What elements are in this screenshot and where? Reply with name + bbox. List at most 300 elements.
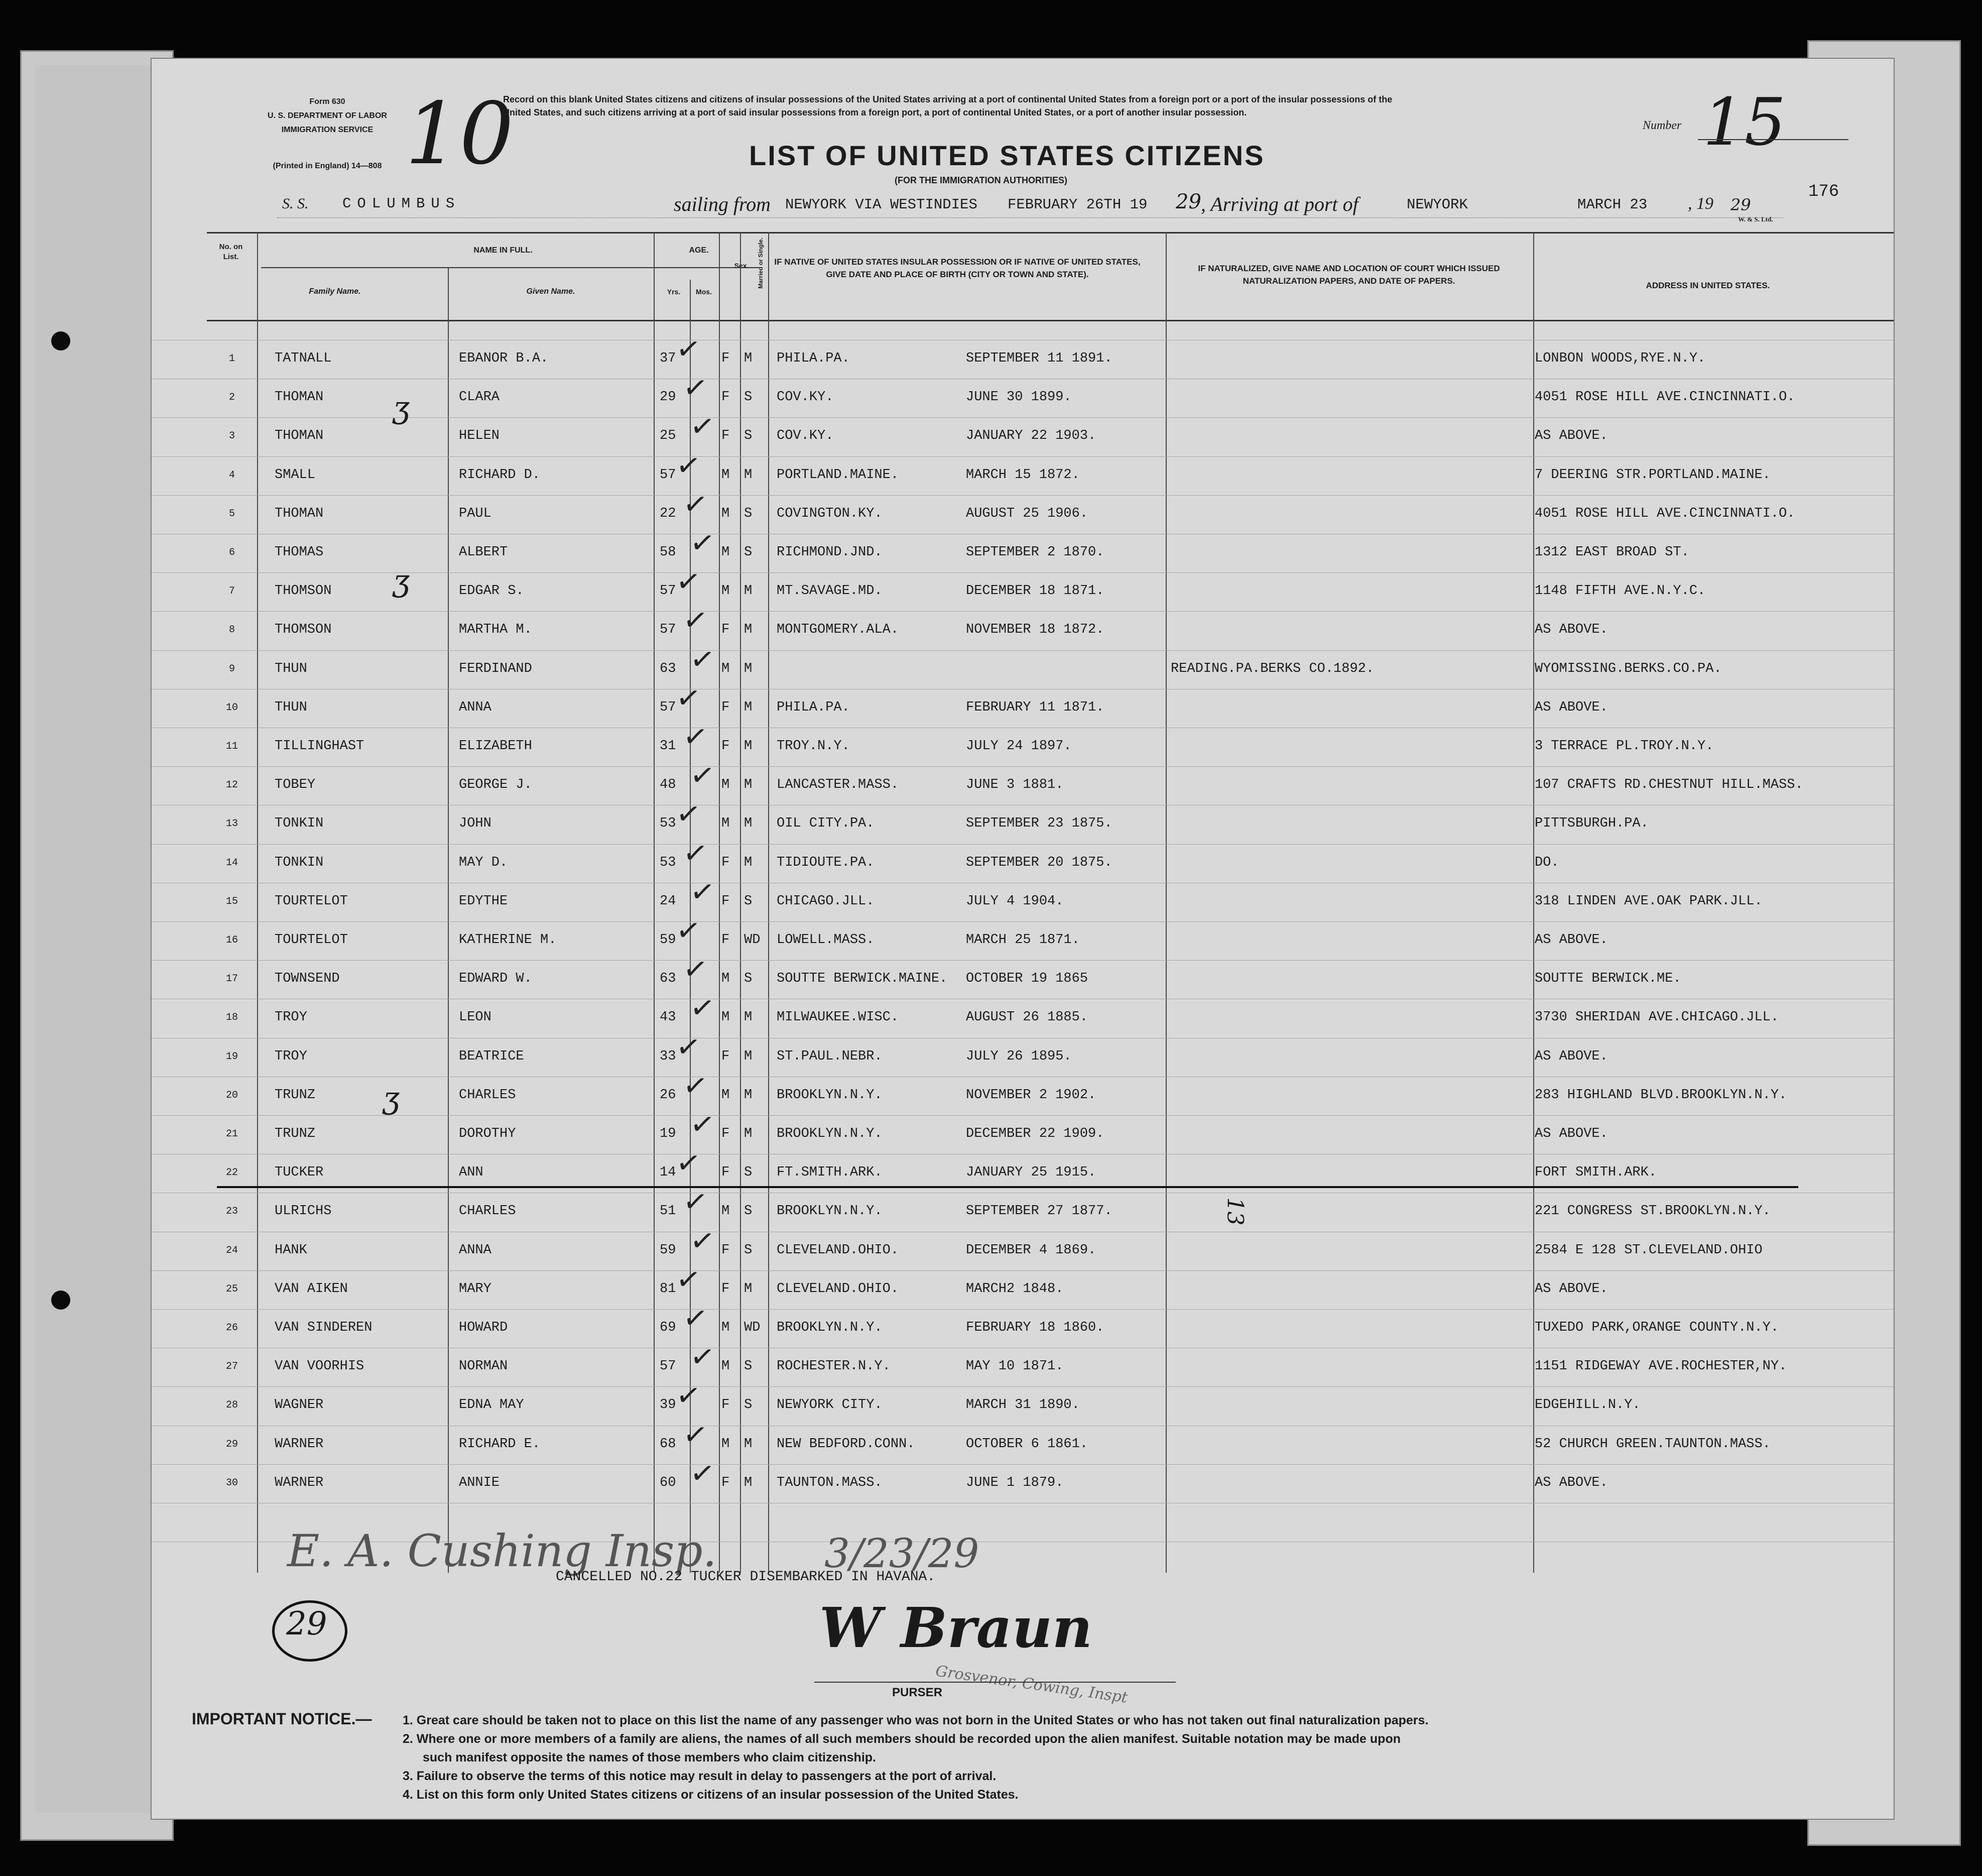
sex: F [721,855,730,870]
checkmark-icon: ✓ [681,951,710,988]
inspector-date: 3/23/29 [824,1530,979,1577]
row-22-strikethrough [217,1186,1798,1188]
birth-place: NEWYORK CITY. [777,1397,883,1413]
col-married-single: Married or Single. [757,238,764,289]
age: 53 [660,816,676,832]
birth-date: JANUARY 22 1903. [966,428,1096,444]
row-number: 8 [228,624,235,636]
sex: M [721,467,730,483]
birth-place: SOUTTE BERWICK.MAINE. [777,971,948,987]
ledger-line [152,1464,1894,1465]
important-notice-label: IMPORTANT NOTICE.— [192,1710,372,1728]
row-number: 22 [225,1167,238,1179]
birth-date: DECEMBER 4 1869. [966,1242,1096,1258]
birth-date: MARCH2 1848. [966,1281,1064,1297]
checkmark-icon: ✓ [681,602,710,639]
birth-date: JANUARY 25 1915. [966,1165,1096,1181]
age: 31 [660,739,676,754]
important-notice-item-1: 1. Great care should be taken not to place on this list the name of any passenger who was not born in the United States or who has not taken out final naturalization papers. [403,1713,1429,1727]
punch-hole [51,331,70,350]
sex: F [721,351,730,366]
address: FORT SMITH.ARK. [1535,1165,1657,1181]
arrival-year-prefix: , 19 [1688,194,1713,213]
age: 59 [660,932,676,948]
checkmark-icon: ✓ [688,873,717,910]
birth-place: CHICAGO.JLL. [777,893,875,909]
birth-place: OIL CITY.PA. [777,816,875,832]
birth-place: MILWAUKEE.WISC. [777,1010,899,1025]
family-name: THOMAN [275,506,324,521]
family-name: VAN AIKEN [275,1281,348,1297]
sex: M [721,1320,730,1335]
ledger-line [152,650,1894,651]
ledger-line [152,611,1894,612]
address: 1148 FIFTH AVE.N.Y.C. [1535,583,1706,599]
sex: F [721,1242,730,1258]
married-single: S [744,428,753,444]
sex: M [721,1436,730,1452]
address: WYOMISSING.BERKS.CO.PA. [1535,661,1722,676]
given-name: ANNA [459,699,491,715]
checkmark-icon: ✓ [688,1338,717,1376]
given-name: EDWARD W. [459,971,532,987]
checkmark-icon: ✓ [674,330,703,368]
age: 19 [660,1126,676,1141]
given-name: MARTHA M. [459,622,532,638]
row-number: 10 [225,701,238,714]
age: 58 [660,545,676,560]
age: 69 [660,1320,676,1335]
checkmark-icon: ✓ [674,1028,703,1066]
col-age: AGE. [689,246,709,255]
checkmark-icon: ✓ [688,1222,717,1259]
address: AS ABOVE. [1535,622,1608,638]
sex: F [721,739,730,754]
row-number: 18 [225,1012,238,1024]
handwritten-list-number: 10 [405,84,514,184]
family-name: THOMAN [275,428,324,444]
age: 51 [660,1204,676,1219]
address: PITTSBURGH.PA. [1535,816,1649,832]
family-name: TILLINGHAST [275,739,364,754]
birth-date: OCTOBER 19 1865 [966,971,1088,987]
col-birth: IF NATIVE OF UNITED STATES INSULAR POSSESSION OR IF NATIVE OF UNITED STATES, GIVE DATE AND PLACE OF BIRTH (CITY OR TOWN AND STATE). [774,257,1141,279]
given-name: NORMAN [459,1359,508,1374]
address: AS ABOVE. [1535,1048,1608,1064]
cancelled-note: CANCELLED NO.22 TUCKER DISEMBARKED IN HAVANA. [556,1569,936,1585]
sex: M [721,1087,730,1103]
age: 57 [660,699,676,715]
family-name: WAGNER [275,1397,324,1413]
number-label: Number [1643,119,1682,132]
birth-date: FEBRUARY 18 1860. [966,1320,1104,1335]
birth-date: JULY 26 1895. [966,1048,1072,1064]
birth-place: RICHMOND.JND. [777,545,883,560]
birth-date: MARCH 25 1871. [966,932,1080,948]
birth-place: BROOKLYN.N.Y. [777,1320,883,1335]
birth-date: NOVEMBER 18 1872. [966,622,1104,638]
birth-date: JUNE 30 1899. [966,390,1072,405]
age: 60 [660,1475,676,1490]
birth-place: MONTGOMERY.ALA. [777,622,899,638]
arrival-port: NEWYORK [1407,196,1468,213]
form-number: Form 630 [309,97,345,106]
married-single: S [744,1204,753,1219]
birth-date: JUNE 3 1881. [966,777,1064,793]
age: 81 [660,1281,676,1297]
given-name: ELIZABETH [459,739,532,754]
sex: F [721,932,730,948]
circled-number-text: 29 [286,1605,327,1643]
ledger-line [152,417,1894,418]
address: 52 CHURCH GREEN.TAUNTON.MASS. [1535,1436,1771,1452]
age: 53 [660,855,676,870]
given-name: ANN [459,1165,483,1181]
row-number: 2 [228,392,235,404]
handwritten-brace: ʒ [383,1081,400,1116]
given-name: HELEN [459,428,500,444]
sex: M [721,661,730,676]
row-number: 16 [225,934,238,946]
checkmark-icon: ✓ [681,1416,710,1453]
family-name: TONKIN [275,816,324,832]
married-single: M [744,1281,753,1297]
address: 283 HIGHLAND BLVD.BROOKLYN.N.Y. [1535,1087,1787,1103]
sex: M [721,1010,730,1025]
purser-label: PURSER [892,1686,943,1699]
birth-place: BROOKLYN.N.Y. [777,1126,883,1141]
given-name: HOWARD [459,1320,508,1335]
row-number: 17 [225,973,238,985]
col-no: No. on List. [219,243,243,261]
given-name: EDNA MAY [459,1397,524,1413]
given-name: ANNIE [459,1475,500,1490]
printer-mark: W. & S. Ltd. [1738,215,1773,223]
birth-date: NOVEMBER 2 1902. [966,1087,1096,1103]
sex: F [721,1165,730,1181]
row-number: 30 [225,1477,238,1489]
birth-date: MAY 10 1871. [966,1359,1064,1374]
family-name: VAN SINDEREN [275,1320,373,1335]
address: 221 CONGRESS ST.BROOKLYN.N.Y. [1535,1204,1771,1219]
given-name: EBANOR B.A. [459,351,549,366]
birth-place: BROOKLYN.N.Y. [777,1087,883,1103]
birth-place: TIDIOUTE.PA. [777,855,875,870]
col-sex: Sex. [734,262,749,270]
important-notice-item-2: 2. Where one or more members of a family are aliens, the names of all such members should be recorded upon the alien manifest. Suitable notation may be made upon [403,1732,1401,1746]
age: 24 [660,893,676,909]
family-name: TOURTELOT [275,893,348,909]
address: AS ABOVE. [1535,1126,1608,1141]
row-number: 12 [225,779,238,791]
age: 25 [660,428,676,444]
birth-date: JUNE 1 1879. [966,1475,1064,1490]
age: 29 [660,390,676,405]
family-name: SMALL [275,467,316,483]
married-single: S [744,1165,753,1181]
family-name: TOURTELOT [275,932,348,948]
married-single: M [744,661,753,676]
married-single: WD [744,932,761,948]
manifest-sheet [151,58,1895,1820]
sex: M [721,971,730,987]
family-name: TOBEY [275,777,316,793]
col-naturalized: IF NATURALIZED, GIVE NAME AND LOCATION OF COURT WHICH ISSUED NATURALIZATION PAPERS, AND DATE OF PAPERS. [1198,264,1500,286]
married-single: S [744,1359,753,1374]
married-single: S [744,545,753,560]
page-subtitle: (FOR THE IMMIGRATION AUTHORITIES) [895,175,1067,185]
birth-date: SEPTEMBER 27 1877. [966,1204,1112,1219]
sailing-label: sailing from [674,193,771,215]
checkmark-icon: ✓ [674,563,703,601]
important-notice-item-2b: such manifest opposite the names of those members who claim citizenship. [423,1750,876,1765]
address: TUXEDO PARK,ORANGE COUNTY.N.Y. [1535,1320,1779,1335]
married-single: M [744,1087,753,1103]
given-name: LEON [459,1010,491,1025]
birth-place: TROY.N.Y. [777,739,850,754]
age: 33 [660,1048,676,1064]
row-number: 3 [228,430,235,442]
given-name: DOROTHY [459,1126,516,1141]
handwritten-sheet-number: 15 [1703,84,1786,160]
family-name: THOMAN [275,390,324,405]
row-number: 6 [228,547,235,558]
birth-place: COVINGTON.KY. [777,506,883,521]
age: 57 [660,1359,676,1374]
address: AS ABOVE. [1535,699,1608,715]
checkmark-icon: ✓ [674,795,703,833]
birth-place: TAUNTON.MASS. [777,1475,883,1490]
checkmark-icon: ✓ [688,640,717,678]
sex: M [721,816,730,832]
family-name: THOMSON [275,622,332,638]
given-name: RICHARD D. [459,467,541,483]
married-single: S [744,1397,753,1413]
married-single: S [744,893,753,909]
married-single: S [744,390,753,405]
checkmark-icon: ✓ [681,485,710,523]
important-notice-item-4: 4. List on this form only United States citizens or citizens of an insular possession of the United States. [403,1788,1019,1802]
address: 4051 ROSE HILL AVE.CINCINNATI.O. [1535,506,1795,521]
checkmark-icon: ✓ [688,1454,717,1492]
sailing-from: NEWYORK VIA WESTINDIES [785,196,977,213]
row-number: 26 [225,1322,238,1334]
married-single: S [744,506,753,521]
col-name-in-full: NAME IN FULL. [473,246,533,255]
family-name: THUN [275,661,307,676]
row-number: 24 [225,1244,238,1256]
checkmark-icon: ✓ [681,369,710,407]
family-name: TRUNZ [275,1087,316,1103]
row-number: 15 [225,895,238,907]
address: 1151 RIDGEWAY AVE.ROCHESTER,NY. [1535,1359,1787,1374]
depart-year: 29 [1176,190,1201,213]
married-single: M [744,1475,753,1490]
birth-date: SEPTEMBER 23 1875. [966,816,1112,832]
birth-date: SEPTEMBER 2 1870. [966,545,1104,560]
sex: F [721,1126,730,1141]
given-name: ALBERT [459,545,508,560]
header-notice: Record on this blank United States citizens and citizens of insular possessions of the United States arriving at a port of continental United States from a foreign port or a port of the insular possessions of the United States, and such citizens arriving at a port of said insular possessions from a foreign port, a port of continental United States, or a port of another insular possession. [503,94,1393,118]
birth-place: CLEVELAND.OHIO. [777,1281,899,1297]
checkmark-icon: ✓ [688,1105,717,1143]
family-name: TATNALL [275,351,332,366]
sex: F [721,622,730,638]
form-department: U. S. DEPARTMENT OF LABOR [268,111,387,120]
address: 318 LINDEN AVE.OAK PARK.JLL. [1535,893,1763,909]
given-name: RICHARD E. [459,1436,541,1452]
sex: F [721,1397,730,1413]
age: 22 [660,506,676,521]
married-single: WD [744,1320,761,1335]
ledger-line [152,960,1894,961]
given-name: FERDINAND [459,661,532,676]
age: 26 [660,1087,676,1103]
given-name: EDYTHE [459,893,508,909]
married-single: M [744,1436,753,1452]
checkmark-icon: ✓ [674,1144,703,1182]
family-name: THUN [275,699,307,715]
birth-place: FT.SMITH.ARK. [777,1165,883,1181]
purser-signature: W Braun [819,1595,1092,1660]
row-number: 27 [225,1361,238,1373]
row-number: 11 [225,741,238,752]
punch-hole [51,1291,70,1310]
birth-place: NEW BEDFORD.CONN. [777,1436,915,1452]
row-number: 25 [225,1283,238,1295]
married-single: M [744,467,753,483]
ss-label: S. S. [282,195,309,212]
sex: M [721,506,730,521]
married-single: M [744,1048,753,1064]
important-notice-item-3: 3. Failure to observe the terms of this notice may result in delay to passengers at the port of arrival. [403,1769,997,1783]
birth-place: PHILA.PA. [777,351,850,366]
birth-date: JULY 24 1897. [966,739,1072,754]
family-name: TROY [275,1048,307,1064]
birth-place: PHILA.PA. [777,699,850,715]
family-name: THOMAS [275,545,324,560]
married-single: M [744,1010,753,1025]
ledger-line [152,1309,1894,1310]
birth-place: ROCHESTER.N.Y. [777,1359,891,1374]
checkmark-icon: ✓ [681,834,710,872]
checkmark-icon: ✓ [688,524,717,562]
birth-place: PORTLAND.MAINE. [777,467,899,483]
birth-place: COV.KY. [777,428,834,444]
address: AS ABOVE. [1535,428,1608,444]
family-name: TROY [275,1010,307,1025]
address: 2584 E 128 ST.CLEVELAND.OHIO [1535,1242,1763,1258]
checkmark-icon: ✓ [681,1067,710,1104]
form-printed: (Printed in England) 14—808 [273,162,382,170]
address: DO. [1535,855,1559,870]
sex: M [721,1204,730,1219]
ledger-line [152,1115,1894,1116]
checkmark-icon: ✓ [688,989,717,1027]
given-name: MARY [459,1281,491,1297]
binding-margin [35,65,156,1813]
given-name: CLARA [459,390,500,405]
row-number: 20 [225,1089,238,1101]
family-name: THOMSON [275,583,332,599]
age: 63 [660,661,676,676]
birth-date: AUGUST 26 1885. [966,1010,1088,1025]
row-number: 5 [228,508,235,520]
checkmark-icon: ✓ [674,1260,703,1298]
depart-date: FEBRUARY 26TH 19 [1008,196,1148,213]
married-single: S [744,971,753,987]
arrival-year: 29 [1730,195,1751,214]
sex: F [721,1048,730,1064]
row-number: 7 [228,585,235,598]
row-number: 19 [225,1050,238,1063]
birth-date: SEPTEMBER 11 1891. [966,351,1112,366]
sex: F [721,893,730,909]
row-number: 1 [228,353,235,365]
given-name: CHARLES [459,1087,516,1103]
ledger-line [152,844,1894,845]
ledger-line [152,766,1894,767]
birth-date: OCTOBER 6 1861. [966,1436,1088,1452]
sex: F [721,428,730,444]
naturalization: READING.PA.BERKS CO.1892. [1171,661,1375,676]
birth-place: COV.KY. [777,390,834,405]
page-title: LIST OF UNITED STATES CITIZENS [749,140,1265,171]
handwritten-brace: ʒ [393,390,410,425]
row-number: 21 [225,1128,238,1140]
checkmark-icon: ✓ [681,1299,710,1337]
address: 1312 EAST BROAD ST. [1535,545,1689,560]
married-single: M [744,351,753,366]
row-number: 23 [225,1206,238,1218]
age: 68 [660,1436,676,1452]
family-name: ULRICHS [275,1204,332,1219]
family-name: TUCKER [275,1165,324,1181]
ledger-line [152,1270,1894,1271]
col-given-name: Given Name. [526,287,575,296]
age: 59 [660,1242,676,1258]
birth-place: BROOKLYN.N.Y. [777,1204,883,1219]
address: AS ABOVE. [1535,1281,1608,1297]
address: SOUTTE BERWICK.ME. [1535,971,1681,987]
checkmark-icon: ✓ [681,718,710,756]
ledger-line [152,1386,1894,1387]
age: 14 [660,1165,676,1181]
given-name: JOHN [459,816,491,832]
age: 39 [660,1397,676,1413]
sex: F [721,1475,730,1490]
married-single: M [744,622,753,638]
birth-place: LANCASTER.MASS. [777,777,899,793]
age: 37 [660,351,676,366]
birth-date: FEBRUARY 11 1871. [966,699,1104,715]
row-number: 4 [228,469,235,481]
checkmark-icon: ✓ [681,1183,710,1221]
ledger-line [152,456,1894,457]
address: AS ABOVE. [1535,1475,1608,1490]
row-number: 29 [225,1438,238,1450]
row-number: 13 [225,818,238,830]
age: 57 [660,583,676,599]
birth-date: AUGUST 25 1906. [966,506,1088,521]
birth-date: DECEMBER 22 1909. [966,1126,1104,1141]
married-single: M [744,777,753,793]
address: 3 TERRACE PL.TROY.N.Y. [1535,739,1714,754]
handwritten-brace: ʒ [393,563,410,599]
birth-date: JULY 4 1904. [966,893,1064,909]
married-single: S [744,1242,753,1258]
address: 4051 ROSE HILL AVE.CINCINNATI.O. [1535,390,1795,405]
